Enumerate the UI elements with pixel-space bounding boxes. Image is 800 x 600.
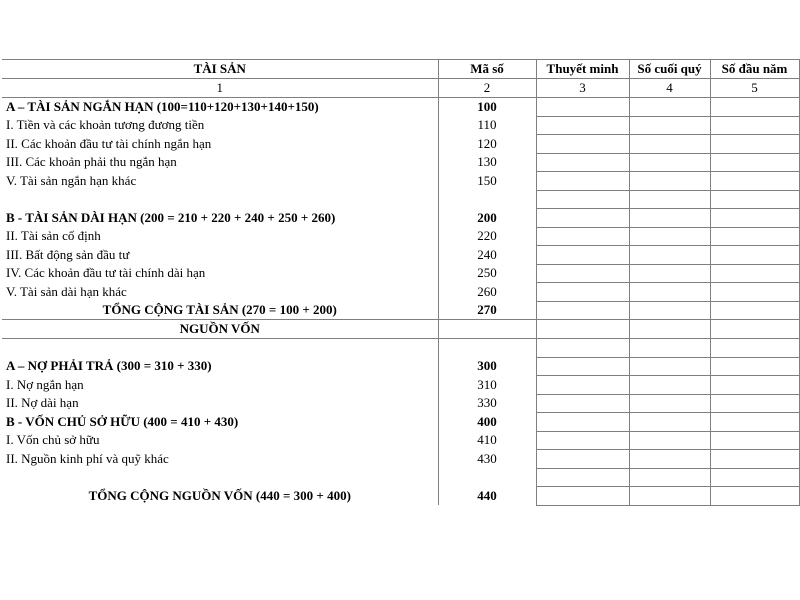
row-label: NGUỒN VỐN [2, 320, 438, 339]
column-number: 1 [2, 79, 438, 98]
column-number: 4 [629, 79, 710, 98]
row-code [438, 320, 536, 339]
table-row [2, 468, 799, 487]
start-year-cell [710, 98, 799, 117]
start-year-cell [710, 246, 799, 265]
end-quarter-cell [629, 301, 710, 320]
start-year-cell [710, 413, 799, 432]
row-label: TỔNG CỘNG TÀI SẢN (270 = 100 + 200) [2, 301, 438, 320]
notes-cell [536, 172, 629, 191]
notes-cell [536, 246, 629, 265]
start-year-cell [710, 209, 799, 228]
header-start-year: Số đầu năm [710, 60, 799, 79]
row-code: 440 [438, 487, 536, 506]
balance-sheet-table [2, 59, 800, 506]
table-row [2, 283, 799, 302]
row-code: 240 [438, 246, 536, 265]
start-year-cell [710, 487, 799, 506]
notes-cell [536, 264, 629, 283]
header-code: Mã số [438, 60, 536, 79]
notes-cell [536, 153, 629, 172]
end-quarter-cell [629, 246, 710, 265]
table-row [2, 98, 799, 117]
end-quarter-cell [629, 357, 710, 376]
row-label: II. Nguồn kinh phí và quỹ khác [2, 450, 438, 469]
table-row [2, 135, 799, 154]
table-row [2, 431, 799, 450]
start-year-cell [710, 264, 799, 283]
start-year-cell [710, 394, 799, 413]
row-label: III. Bất động sản đầu tư [2, 246, 438, 265]
table-row [2, 394, 799, 413]
row-code: 100 [438, 98, 536, 117]
row-code [438, 468, 536, 487]
end-quarter-cell [629, 320, 710, 339]
table-row [2, 357, 799, 376]
start-year-cell [710, 320, 799, 339]
table-row [2, 320, 799, 339]
start-year-cell [710, 135, 799, 154]
end-quarter-cell [629, 209, 710, 228]
start-year-cell [710, 172, 799, 191]
end-quarter-cell [629, 190, 710, 209]
start-year-cell [710, 431, 799, 450]
table-row [2, 376, 799, 395]
start-year-cell [710, 116, 799, 135]
table-row [2, 209, 799, 228]
row-code: 200 [438, 209, 536, 228]
row-code: 410 [438, 431, 536, 450]
start-year-cell [710, 376, 799, 395]
row-label [2, 468, 438, 487]
row-code: 120 [438, 135, 536, 154]
row-code: 430 [438, 450, 536, 469]
notes-cell [536, 450, 629, 469]
row-code: 270 [438, 301, 536, 320]
row-label: IV. Các khoản đầu tư tài chính dài hạn [2, 264, 438, 283]
table-row [2, 450, 799, 469]
row-code: 300 [438, 357, 536, 376]
notes-cell [536, 487, 629, 506]
column-number: 2 [438, 79, 536, 98]
start-year-cell [710, 450, 799, 469]
notes-cell [536, 98, 629, 117]
table-row [2, 153, 799, 172]
header-end-quarter: Số cuối quý [629, 60, 710, 79]
notes-cell [536, 468, 629, 487]
row-label: III. Các khoản phải thu ngắn hạn [2, 153, 438, 172]
start-year-cell [710, 283, 799, 302]
start-year-cell [710, 190, 799, 209]
start-year-cell [710, 468, 799, 487]
row-label: V. Tài sản dài hạn khác [2, 283, 438, 302]
header-row [2, 60, 799, 79]
row-label: I. Tiền và các khoản tương đương tiền [2, 116, 438, 135]
row-label: B - VỐN CHỦ SỞ HỮU (400 = 410 + 430) [2, 413, 438, 432]
end-quarter-cell [629, 339, 710, 358]
end-quarter-cell [629, 172, 710, 191]
row-label: B - TÀI SẢN DÀI HẠN (200 = 210 + 220 + 240 + 250 + 260) [2, 209, 438, 228]
notes-cell [536, 301, 629, 320]
column-number: 3 [536, 79, 629, 98]
notes-cell [536, 116, 629, 135]
row-code: 220 [438, 227, 536, 246]
row-code: 400 [438, 413, 536, 432]
row-label: I. Nợ ngắn hạn [2, 376, 438, 395]
row-label: II. Nợ dài hạn [2, 394, 438, 413]
row-code [438, 190, 536, 209]
row-label: I. Vốn chủ sở hữu [2, 431, 438, 450]
row-code: 150 [438, 172, 536, 191]
notes-cell [536, 190, 629, 209]
notes-cell [536, 394, 629, 413]
start-year-cell [710, 227, 799, 246]
end-quarter-cell [629, 450, 710, 469]
row-code: 130 [438, 153, 536, 172]
end-quarter-cell [629, 468, 710, 487]
row-code: 250 [438, 264, 536, 283]
table-row [2, 190, 799, 209]
table-row [2, 487, 799, 506]
row-label: II. Tài sản cố định [2, 227, 438, 246]
start-year-cell [710, 301, 799, 320]
row-label: TỔNG CỘNG NGUỒN VỐN (440 = 300 + 400) [2, 487, 438, 506]
table-row [2, 172, 799, 191]
column-number: 5 [710, 79, 799, 98]
row-label: II. Các khoản đầu tư tài chính ngắn hạn [2, 135, 438, 154]
row-code: 330 [438, 394, 536, 413]
table-row [2, 413, 799, 432]
table-row [2, 301, 799, 320]
table-row [2, 264, 799, 283]
notes-cell [536, 209, 629, 228]
table-row [2, 339, 799, 358]
row-code: 110 [438, 116, 536, 135]
end-quarter-cell [629, 116, 710, 135]
start-year-cell [710, 153, 799, 172]
row-code: 260 [438, 283, 536, 302]
notes-cell [536, 283, 629, 302]
header-assets: TÀI SẢN [2, 60, 438, 79]
notes-cell [536, 320, 629, 339]
table-row [2, 116, 799, 135]
row-code: 310 [438, 376, 536, 395]
notes-cell [536, 135, 629, 154]
notes-cell [536, 227, 629, 246]
notes-cell [536, 413, 629, 432]
row-code [438, 339, 536, 358]
notes-cell [536, 431, 629, 450]
row-label: A – NỢ PHẢI TRẢ (300 = 310 + 330) [2, 357, 438, 376]
end-quarter-cell [629, 413, 710, 432]
end-quarter-cell [629, 487, 710, 506]
row-label [2, 339, 438, 358]
table-row [2, 246, 799, 265]
end-quarter-cell [629, 376, 710, 395]
end-quarter-cell [629, 98, 710, 117]
end-quarter-cell [629, 153, 710, 172]
table-row [2, 227, 799, 246]
notes-cell [536, 339, 629, 358]
end-quarter-cell [629, 135, 710, 154]
notes-cell [536, 357, 629, 376]
notes-cell [536, 376, 629, 395]
end-quarter-cell [629, 394, 710, 413]
end-quarter-cell [629, 227, 710, 246]
start-year-cell [710, 339, 799, 358]
row-label: V. Tài sản ngắn hạn khác [2, 172, 438, 191]
row-label [2, 190, 438, 209]
row-label: A – TÀI SẢN NGẮN HẠN (100=110+120+130+140+150) [2, 98, 438, 117]
header-notes: Thuyết minh [536, 60, 629, 79]
start-year-cell [710, 357, 799, 376]
end-quarter-cell [629, 431, 710, 450]
end-quarter-cell [629, 264, 710, 283]
column-number-row [2, 79, 799, 98]
end-quarter-cell [629, 283, 710, 302]
